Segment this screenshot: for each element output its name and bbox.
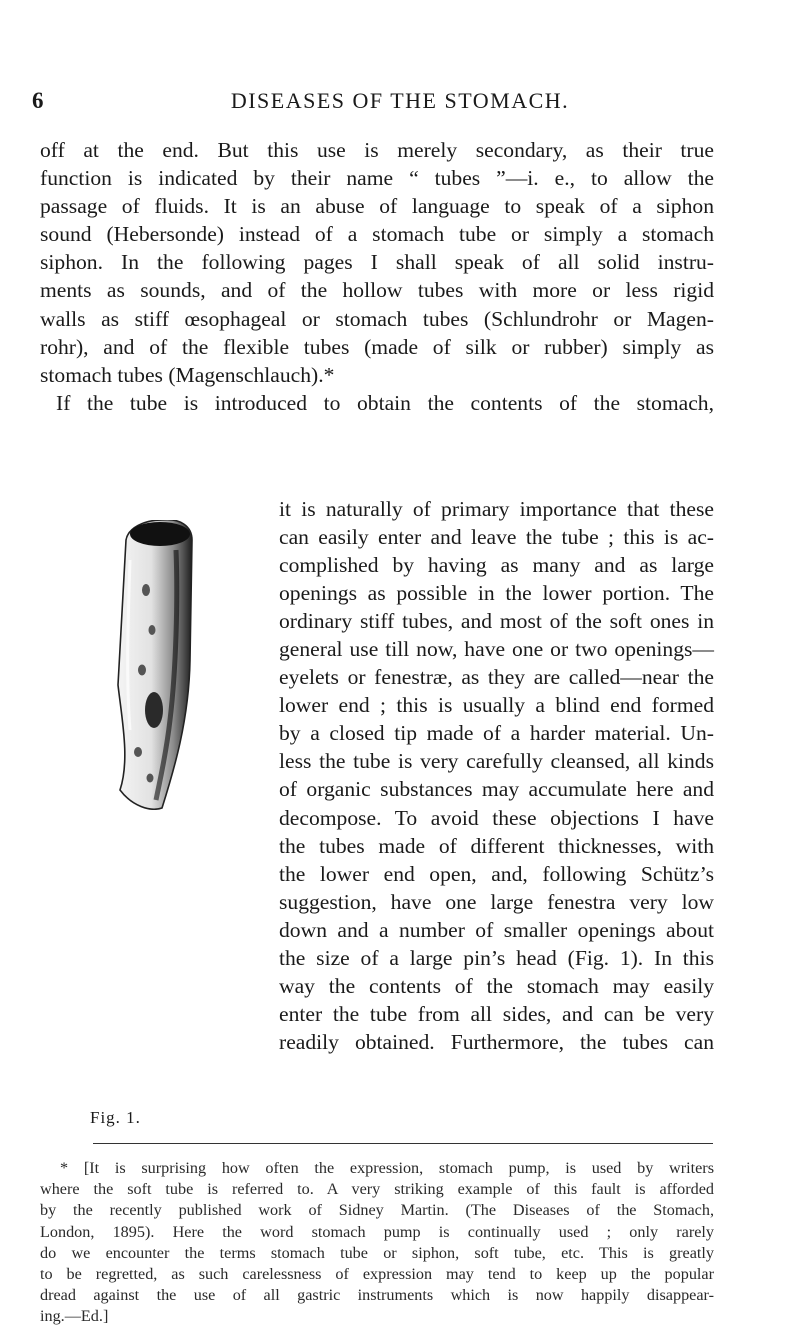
footnote-line: * [It is surprising how often the expression, stomach pump, is used by writers bbox=[60, 1159, 714, 1177]
text-line: down and a number of smaller openings about bbox=[279, 917, 714, 942]
stomach-tube-figure bbox=[90, 520, 240, 810]
text-line: off at the end. But this use is merely secondary, as their true bbox=[40, 138, 714, 162]
text-line: by a closed tip made of a harder material. Un- bbox=[279, 721, 714, 746]
footnote bbox=[40, 1158, 714, 1328]
text-line: walls as stiff œsophageal or stomach tubes (Schlundrohr or Magen- bbox=[40, 306, 714, 331]
footnote-line: London, 1895). Here the word stomach pump is continually used ; only rarely bbox=[40, 1222, 714, 1241]
text-line: readily obtained. Furthermore, the tubes can bbox=[279, 1029, 714, 1054]
stomach-tube-illustration-icon bbox=[90, 520, 240, 810]
text-line: passage of fluids. It is an abuse of language to speak of a siphon bbox=[40, 194, 714, 219]
page-header bbox=[0, 88, 800, 118]
footnote-line: where the soft tube is referred to. A very striking example of this fault is afforded bbox=[40, 1180, 714, 1199]
page-number: 6 bbox=[32, 88, 44, 113]
text-line: the tubes made of different thicknesses, with bbox=[279, 833, 714, 858]
text-line: lower end ; this is usually a blind end formed bbox=[279, 693, 714, 718]
text-line: the size of a large pin’s head (Fig. 1). In this bbox=[279, 945, 714, 970]
footnote-divider bbox=[93, 1143, 713, 1144]
text-line: stomach tubes (Magenschlauch).* bbox=[40, 362, 335, 387]
text-line: function is indicated by their name “ tubes ”—i. e., to allow the bbox=[40, 166, 714, 191]
text-line: less the tube is very carefully cleansed, all kinds bbox=[279, 749, 714, 774]
main-text bbox=[40, 136, 714, 417]
wrapped-text bbox=[279, 495, 714, 1056]
text-line: enter the tube from all sides, and can be very bbox=[279, 1001, 714, 1026]
text-line: it is naturally of primary importance that these bbox=[279, 497, 714, 521]
footnote-line: dread against the use of all gastric instruments which is now happily disappear- bbox=[40, 1286, 714, 1305]
text-line: eyelets or fenestræ, as they are called—near the bbox=[279, 665, 714, 690]
text-line: rohr), and of the flexible tubes (made of silk or rubber) simply as bbox=[40, 334, 714, 359]
text-line: If the tube is introduced to obtain the contents of the stomach, bbox=[56, 390, 714, 415]
text-line: suggestion, have one large fenestra very low bbox=[279, 889, 714, 914]
figure-caption: Fig. 1. bbox=[90, 1108, 141, 1127]
text-line: decompose. To avoid these objections I have bbox=[279, 805, 714, 830]
footnote-line: to be regretted, as such carelessness of expression may tend to keep up the popular bbox=[40, 1265, 714, 1284]
running-title: DISEASES OF THE STOMACH. bbox=[230, 88, 570, 113]
text-line: ordinary stiff tubes, and most of the soft ones in bbox=[279, 609, 714, 634]
text-line: the lower end open, and, following Schütz’s bbox=[279, 861, 714, 886]
footnote-line: do we encounter the terms stomach tube or siphon, soft tube, etc. This is greatly bbox=[40, 1243, 714, 1262]
text-line: way the contents of the stomach may easily bbox=[279, 973, 714, 998]
text-line: general use till now, have one or two openings— bbox=[279, 637, 714, 662]
text-line: ments as sounds, and of the hollow tubes with more or less rigid bbox=[40, 278, 714, 303]
text-line: sound (Hebersonde) instead of a stomach tube or simply a stomach bbox=[40, 222, 714, 247]
text-line: siphon. In the following pages I shall speak of all solid instru- bbox=[40, 250, 714, 275]
footnote-line: by the recently published work of Sidney Martin. (The Diseases of the Stomach, bbox=[40, 1201, 714, 1220]
text-line: of organic substances may accumulate here and bbox=[279, 777, 714, 802]
footnote-line: ing.—Ed.] bbox=[40, 1307, 109, 1326]
text-line: complished by having as many and as large bbox=[279, 553, 714, 578]
text-line: can easily enter and leave the tube ; this is ac- bbox=[279, 525, 714, 550]
text-line: openings as possible in the lower portion. The bbox=[279, 581, 714, 606]
